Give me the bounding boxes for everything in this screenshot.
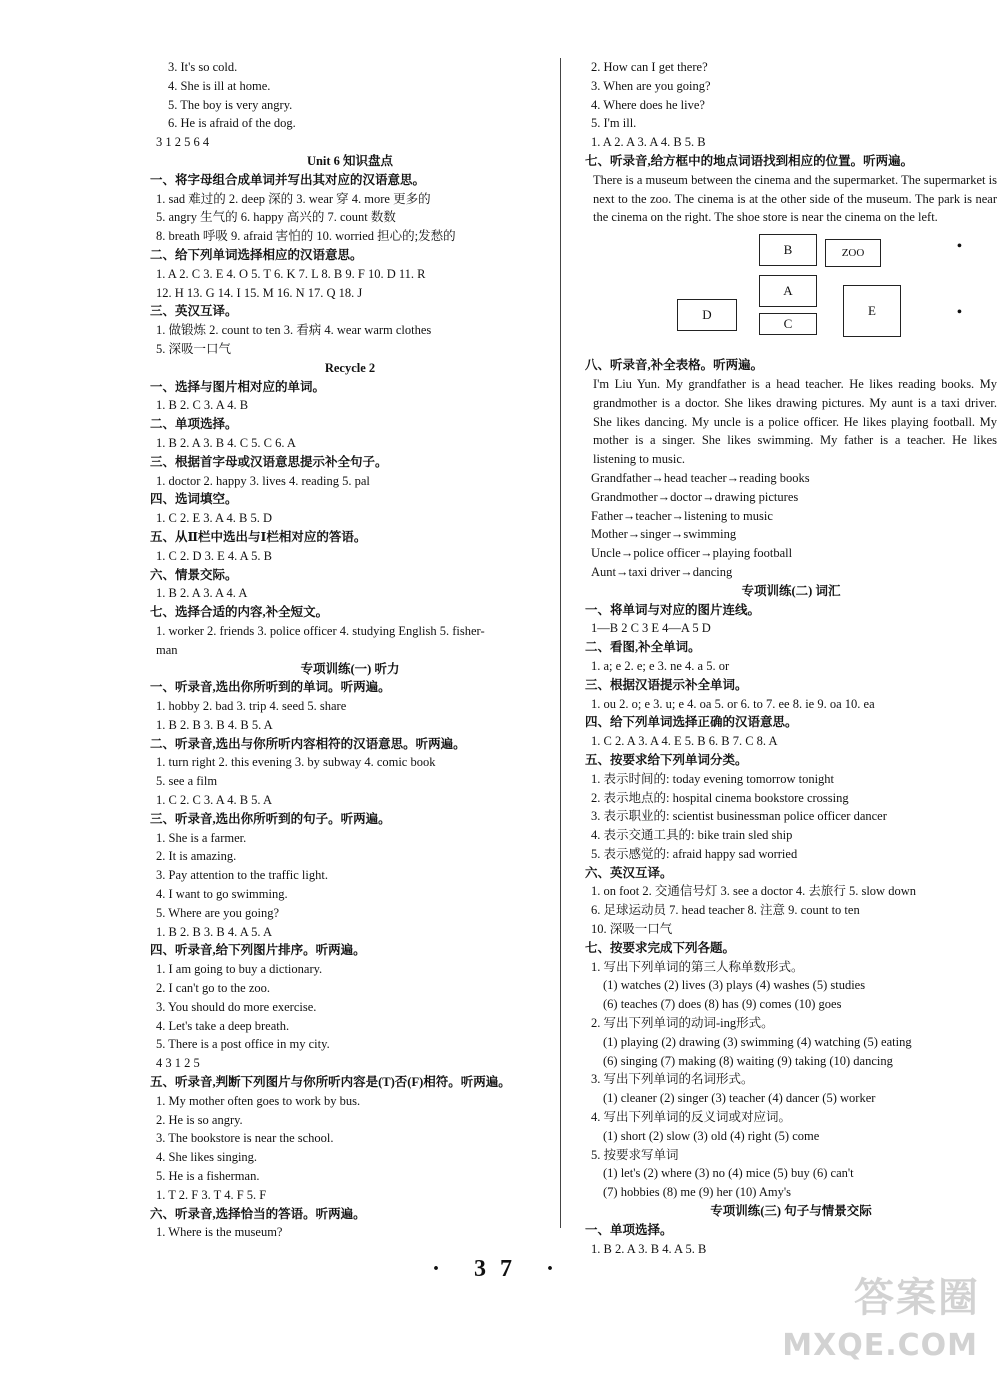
column-divider [560,58,561,1228]
answer-line: 4 3 1 2 5 [156,1056,200,1071]
answer-line: 3 1 2 5 6 4 [156,135,210,150]
section-heading: 二、单项选择。 [150,417,238,432]
answer-line: 3. 写出下列单词的名词形式。 [591,1072,754,1087]
answer-line: 2. I can't go to the zoo. [156,981,271,996]
section-heading: 五、听录音,判断下列图片与你所听内容是(T)否(F)相符。听两遍。 [150,1075,511,1090]
answer-line: 5. angry 生气的 6. happy 高兴的 7. count 数数 [156,210,396,225]
answer-line: (1) short (2) slow (3) old (4) right (5) come [603,1128,820,1143]
map-box-d: D [677,299,737,331]
answer-line: 12. H 13. G 14. I 15. M 16. N 17. Q 18. J [156,285,363,300]
answer-line: 1. A 2. A 3. A 4. B 5. B [591,135,706,150]
answer-line: 1. A 2. C 3. E 4. O 5. T 6. K 7. L 8. B 9. F 10. D 11. R [156,266,426,281]
answer-line: 5. Where are you going? [156,905,279,920]
answer-line: (1) cleaner (2) singer (3) teacher (4) dancer (5) worker [603,1091,876,1106]
answer-line: 5. The boy is very angry. [168,97,293,112]
answer-line: 1. turn right 2. this evening 3. by subway 4. comic book [156,755,436,770]
answer-line: 2. 写出下列单词的动词-ing形式。 [591,1016,774,1031]
answer-line: 1. I am going to buy a dictionary. [156,962,323,977]
section-heading: 六、听录音,选择恰当的答语。听两遍。 [150,1206,366,1221]
answer-line: 8. breath 呼吸 9. afraid 害怕的 10. worried 担心的;发愁的 [156,229,456,244]
answer-line: 4. 写出下列单词的反义词或对应词。 [591,1110,792,1125]
section-heading: 四、听录音,给下列图片排序。听两遍。 [150,943,366,958]
answer-line: 1. B 2. A 3. B 4. C 5. C 6. A [156,435,296,450]
answer-line: 6. He is afraid of the dog. [168,116,296,131]
map-box-e: E [843,285,901,337]
answer-line: 1. My mother often goes to work by bus. [156,1093,361,1108]
watermark-logo: 答案圈 [854,1275,980,1321]
section-heading: 一、单项选择。 [585,1222,673,1237]
answer-line: Mother→singer→swimming [591,527,737,542]
section-heading: 一、将单词与对应的图片连线。 [585,602,761,617]
answer-line: 2. He is so angry. [156,1112,243,1127]
answer-line: 4. She likes singing. [156,1150,258,1165]
answer-line: 6. 足球运动员 7. head teacher 8. 注意 9. count to ten [591,903,860,918]
answer-line: 1. 写出下列单词的第三人称单数形式。 [591,959,804,974]
section-heading: 二、给下列单词选择相应的汉语意思。 [150,247,363,262]
answer-line: 3. The bookstore is near the school. [156,1131,334,1146]
watermark-url: MXQE.COM [782,1328,978,1363]
answer-line: 1. sad 难过的 2. deep 深的 3. wear 穿 4. more 更多的 [156,191,431,206]
answer-line: 1—B 2 C 3 E 4—A 5 D [591,621,711,636]
map-box-a: A [759,275,817,307]
left-column [150,58,550,1242]
map-box-zoo: ZOO [825,239,881,267]
section-heading: 二、看图,补全单词。 [585,640,701,655]
map-box-c: C [759,313,817,335]
answer-line: 1. C 2. D 3. E 4. A 5. B [156,548,272,563]
answer-line: 5. There is a post office in my city. [156,1037,330,1052]
answer-line: 2. How can I get there? [591,60,708,74]
right-bottom-lines [585,469,997,1258]
unit-title: 专项训练(三) 句子与情景交际 [710,1204,872,1219]
unit-title: Recycle 2 [324,360,376,375]
right-mid-lines [585,356,997,375]
answer-line: 4. 表示交通工具的: bike train sled ship [591,828,793,843]
section-heading: 二、听录音,选出与你所听内容相符的汉语意思。听两遍。 [150,736,466,751]
answer-line: 3. It's so cold. [168,60,238,74]
answer-line: Uncle→police officer→playing football [591,546,793,561]
answer-line: 1. C 2. A 3. A 4. E 5. B 6. B 7. C 8. A [591,734,778,749]
answer-line: 1. hobby 2. bad 3. trip 4. seed 5. share [156,699,347,714]
answer-line: 5. I'm ill. [591,116,637,131]
answer-line: 4. Let's take a deep breath. [156,1018,290,1033]
section-heading: 七、听录音,给方框中的地点词语找到相应的位置。听两遍。 [585,153,914,168]
unit-title: Unit 6 知识盘点 [306,153,394,168]
answer-line: Grandfather→head teacher→reading books [591,470,810,485]
answer-line: 1. on foot 2. 交通信号灯 3. see a doctor 4. 去旅行 5. slow down [591,884,916,899]
answer-line: 1. B 2. C 3. A 4. B [156,398,249,413]
section-heading: 六、情景交际。 [150,567,238,582]
answer-line: 4. She is ill at home. [168,78,271,93]
section-heading: 八、听录音,补全表格。听两遍。 [585,358,764,373]
answer-line: 3. Pay attention to the traffic light. [156,868,328,883]
answer-line: 4. Where does he live? [591,97,705,112]
answer-line: (1) watches (2) lives (3) plays (4) washes (5) studies [603,978,866,993]
section-heading: 三、听录音,选出你所听到的句子。听两遍。 [150,811,391,826]
listening-passage-locations: There is a museum between the cinema and the supermarket. The supermarket is next to the zoo. The cinema is at the other side of the museum. The park is near the cinema on the right. The shoe store is near the cinema on the left. [593,172,997,225]
section-heading: 五、按要求给下列单词分类。 [585,752,748,767]
answer-line: 1. Where is the museum? [156,1225,283,1240]
answer-line: (6) singing (7) making (8) waiting (9) taking (10) dancing [603,1053,893,1068]
answer-line: 4. I want to go swimming. [156,887,288,902]
answer-line: 2. It is amazing. [156,849,237,864]
section-heading: 六、英汉互译。 [585,865,673,880]
section-heading: 一、听录音,选出你所听到的单词。听两遍。 [150,680,391,695]
answer-line: 1. B 2. A 3. A 4. A [156,586,248,601]
map-box-b: B [759,234,817,266]
answer-line: 1. C 2. C 3. A 4. B 5. A [156,793,272,808]
right-top-lines [585,58,997,171]
answer-line: 1. B 2. B 3. B 4. B 5. A [156,717,273,732]
answer-line: 5. He is a fisherman. [156,1169,260,1184]
answer-line: 3. When are you going? [591,78,711,93]
answer-line: 3. You should do more exercise. [156,999,317,1014]
page-number: · 37 · [431,1256,568,1282]
answer-line: 5. see a film [156,774,218,789]
answer-line: 1. B 2. A 3. B 4. A 5. B [591,1241,707,1256]
answer-line: 1. a; e 2. e; e 3. ne 4. a 5. or [591,658,730,673]
answer-line: 1. She is a farmer. [156,830,247,845]
answer-line: 1. ou 2. o; e 3. u; e 4. oa 5. or 6. to 7. ee 8. ie 9. oa 10. ea [591,696,875,711]
unit-title: 专项训练(一) 听力 [300,661,400,676]
answer-line: 10. 深吸一口气 [591,922,673,937]
answer-line: 2. 表示地点的: hospital cinema bookstore crossing [591,790,849,805]
section-heading: 一、选择与图片相对应的单词。 [150,379,326,394]
answer-line: (7) hobbies (8) me (9) her (10) Amy's [603,1185,791,1200]
answer-line: (1) let's (2) where (3) no (4) mice (5) buy (6) can't [603,1166,854,1181]
answer-line: 5. 按要求写单词 [591,1147,679,1162]
section-heading: 三、根据汉语提示补全单词。 [585,677,748,692]
answer-line: Father→teacher→listening to music [591,508,773,523]
section-heading: 五、从Ⅱ栏中选出与Ⅰ栏相对应的答语。 [150,529,367,544]
answer-line: 1. 做锻炼 2. count to ten 3. 看病 4. wear warm clothes [156,323,432,338]
answer-line: man [156,642,178,657]
answer-line: 5. 深吸一口气 [156,341,232,356]
map-mark-top: • [957,239,962,255]
section-heading: 三、根据首字母或汉语意思提示补全句子。 [150,454,388,469]
answer-line: Aunt→taxi driver→dancing [591,564,733,579]
unit-title: 专项训练(二) 词汇 [741,583,841,598]
section-heading: 三、英汉互译。 [150,304,238,319]
answer-line: 1. 表示时间的: today evening tomorrow tonight [591,771,835,786]
answer-line: 1. worker 2. friends 3. police officer 4. studying English 5. fisher- [156,623,485,638]
answer-line: 3. 表示职业的: scientist businessman police officer dancer [591,809,887,824]
section-heading: 一、将字母组合成单词并写出其对应的汉语意思。 [150,172,426,187]
answer-line: 1. B 2. B 3. B 4. A 5. A [156,924,272,939]
answer-line: (1) playing (2) drawing (3) swimming (4) watching (5) eating [603,1034,912,1049]
section-heading: 四、选词填空。 [150,492,238,507]
section-heading: 七、按要求完成下列各题。 [585,940,736,955]
answer-line: 5. 表示感觉的: afraid happy sad worried [591,846,798,861]
location-map [585,229,997,354]
listening-passage-family: I'm Liu Yun. My grandfather is a head teacher. He likes reading books. My grandmother is a doctor. She likes drawing pictures. My aunt is a taxi driver. She likes dancing. My uncle is a police officer. He likes playing football. My mother is a singer. She likes swimming. My father is a teacher. He likes listening to music. [593,376,997,467]
map-mark-bottom: • [957,305,962,321]
answer-line: Grandmother→doctor→drawing pictures [591,489,799,504]
answer-line: (6) teaches (7) does (8) has (9) comes (10) goes [603,997,842,1012]
answer-line: 1. C 2. E 3. A 4. B 5. D [156,511,272,526]
answer-line: 1. doctor 2. happy 3. lives 4. reading 5. pal [156,473,370,488]
answer-line: 1. T 2. F 3. T 4. F 5. F [156,1187,267,1202]
section-heading: 四、给下列单词选择正确的汉语意思。 [585,715,798,730]
right-column [585,58,997,1258]
section-heading: 七、选择合适的内容,补全短文。 [150,605,329,620]
